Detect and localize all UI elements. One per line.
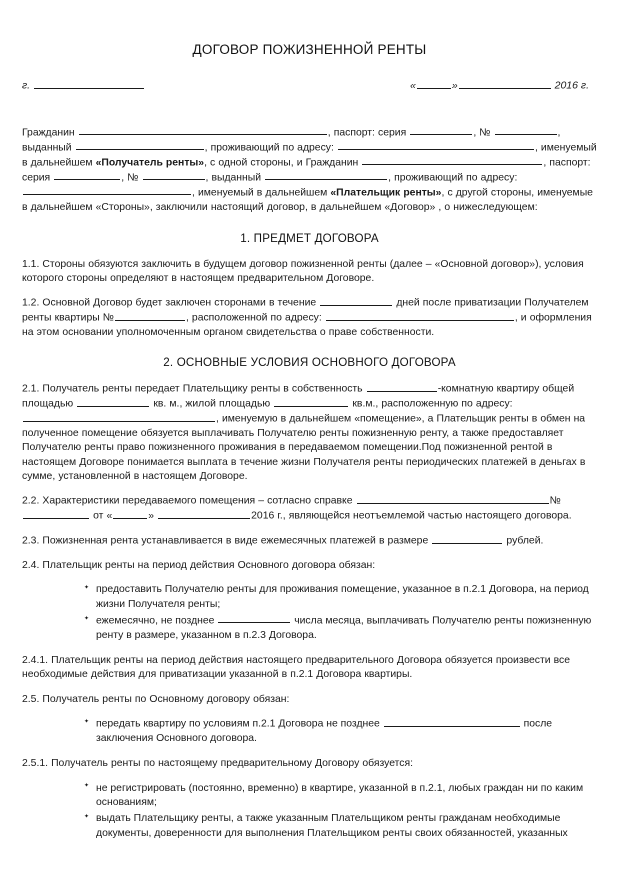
clause-2-1-text-e: , именуемую в дальнейшем «помещение», а Плательщик ренты в обмен на полученное помещение обязуется выплачивать Получателю ренты пожизненную ренту, а также предоставляет Получателю ренты право пожизненного проживания в передаваемом помещении.Под пожизненной рентой в настоящем Договоре понимается выплата в течение жизни Получателя ренты периодических платежей в деньгах в сумме, установленной в настоящем Договоре. (22, 413, 586, 483)
preamble-text-c: , № (473, 127, 494, 139)
party-label-rent-payer: «Плательщик ренты» (330, 187, 442, 199)
date-quote-close: » (451, 79, 458, 92)
list-item: ✦ выдать Плательщику ренты, а также указанным Плательщиком ренты гражданам необходимые документы, доверенности для выполнения Плательщиком ренты своих обязанностей, указанных (84, 812, 597, 842)
list-item (84, 614, 597, 644)
preamble-text-b: , паспорт: серия (327, 127, 410, 139)
preamble-text-a: Гражданин (22, 127, 78, 139)
clause-2-4-bullet-list (22, 583, 597, 644)
clause-2-2-text-e: 2016 г., являющейся неотъемлемой частью настоящего договора. (251, 510, 572, 522)
clause-2-3-amount-blank[interactable] (432, 534, 502, 544)
city-blank[interactable] (34, 79, 144, 89)
clause-1-2-apartment-number-blank[interactable] (115, 311, 185, 321)
city-and-date-row (22, 79, 597, 92)
citizen1-passport-number-blank[interactable] (495, 126, 557, 136)
preamble-text-l: , именуемый в дальнейшем (192, 187, 331, 199)
clause-2-1-address-blank[interactable] (23, 412, 215, 422)
clause-2-5-1: 2.5.1. Получатель ренты по настоящему предварительному Договору обязуется: (22, 758, 414, 770)
date-quote-open: « (410, 79, 416, 92)
clause-1-2-text-c: , расположенной по адресу: (185, 312, 325, 324)
clause-2-4-bullet2-text-b: числа месяца, выплачивать Получателю ренты пожизненную ренту в размере, указанном в п.2.3 Договора. (96, 615, 592, 642)
clause-2-2-certificate-blank[interactable] (357, 494, 549, 504)
party-label-rent-recipient: «Получатель ренты» (95, 157, 205, 169)
year-label: 2016 г. (554, 79, 589, 92)
citizen2-issued-by-blank[interactable] (265, 171, 387, 181)
clause-1-2-address-blank[interactable] (326, 311, 514, 321)
preamble-text-j: , выданный (205, 172, 265, 184)
clause-2-4-payment-day-blank[interactable] (218, 614, 290, 624)
clause-2-1-living-area-blank[interactable] (274, 397, 348, 407)
clause-2-3 (22, 534, 597, 549)
section-2-heading: 2. ОСНОВНЫЕ УСЛОВИЯ ОСНОВНОГО ДОГОВОРА (163, 356, 456, 370)
clause-2-2-month-blank[interactable] (158, 509, 250, 519)
clause-2-5-1-bullet-list (22, 782, 597, 842)
clause-1-2-text-a: 1.2. Основной Договор будет заключен сторонами в течение (22, 297, 320, 309)
clause-2-2-text-d: » (148, 510, 158, 522)
clause-1-2-days-blank[interactable] (320, 296, 392, 306)
clause-2-5: 2.5. Получатель ренты по Основному договору обязан: (22, 693, 290, 705)
month-blank[interactable] (459, 79, 551, 89)
day-blank[interactable] (417, 79, 451, 89)
clause-2-5-bullet1-text-b: после заключения Основного договора. (96, 718, 553, 745)
citizen1-passport-series-blank[interactable] (410, 126, 472, 136)
citizen2-address-blank[interactable] (23, 186, 191, 196)
list-item: ✦ предоставить Получателю ренты для проживания помещение, указанное в п.2.1 Договора, на период жизни Получателя ренты; (84, 583, 597, 613)
clause-2-2-certificate-number-blank[interactable] (23, 509, 89, 519)
clause-2-2 (22, 494, 597, 524)
clause-2-1-text-d: кв.м., расположенную по адресу: (349, 398, 513, 410)
clause-2-5-deadline-blank[interactable] (384, 717, 520, 727)
citizen2-passport-number-blank[interactable] (143, 171, 205, 181)
clause-2-2-day-blank[interactable] (113, 509, 147, 519)
preamble-text-d: , выданный (22, 127, 561, 154)
citizen1-name-blank[interactable] (79, 126, 327, 136)
clause-2-3-text-a: 2.3. Пожизненная рента устанавливается в виде ежемесячных платежей в размере (22, 535, 432, 547)
clause-1-1: 1.1. Стороны обязуются заключить в будущем договор пожизненной ренты (далее – «Основной договор»), условия которого стороны определяют в настоящем предварительном Договоре. (22, 258, 584, 284)
clause-2-1-rooms-blank[interactable] (367, 382, 437, 392)
clause-2-1-text-c: кв. м., жилой площадью (150, 398, 274, 410)
date-field (410, 79, 589, 92)
citizen1-address-blank[interactable] (338, 141, 534, 151)
preamble-text-g: , с одной стороны, и Гражданин (204, 157, 362, 169)
list-item: ✦ не регистрировать (постоянно, временно) в квартире, указанной в п.2.1, любых граждан ни по каким основаниям; (84, 782, 597, 812)
clause-2-5-bullet-list (22, 717, 597, 747)
citizen2-name-blank[interactable] (362, 156, 542, 166)
clause-2-3-text-b: рублей. (503, 535, 544, 547)
city-field (22, 79, 145, 92)
preamble-text-i: , № (121, 172, 142, 184)
preamble-text-k: , проживающий по адресу: (388, 172, 518, 184)
clause-1-2-text-d: , и оформления на этом основании уполномоченным органом свидетельства о праве собственности. (22, 312, 592, 339)
clause-2-1 (22, 382, 597, 484)
preamble-text-f: , именуемый в дальнейшем (22, 142, 597, 169)
clause-2-4-1: 2.4.1. Плательщик ренты на период действия настоящего предварительного Договора обязуется произвести все необходимые действия для приватизации указанной в п.2.1 Договора квартиры. (22, 655, 571, 681)
clause-2-1-total-area-blank[interactable] (77, 397, 149, 407)
preamble-text-e: , проживающий по адресу: (204, 142, 337, 154)
clause-2-2-text-b: № (549, 495, 561, 507)
clause-2-1-text-a: 2.1. Получатель ренты передает Плательщику ренты в собственность (22, 383, 366, 395)
preamble-text-h: , паспорт: серия (22, 157, 591, 184)
clause-1-2 (22, 296, 597, 340)
clause-2-4: 2.4. Плательщик ренты на период действия Основного договора обязан: (22, 560, 376, 572)
citizen2-passport-series-blank[interactable] (54, 171, 120, 181)
list-item (84, 717, 597, 747)
preamble-paragraph (22, 126, 597, 216)
clause-2-1-text-b: -комнатную квартиру общей площадью (22, 383, 575, 410)
section-1-heading: 1. ПРЕДМЕТ ДОГОВОРА (240, 231, 379, 245)
clause-1-2-text-b: дней после приватизации Получателем ренты квартиры № (22, 297, 589, 324)
document-title: ДОГОВОР ПОЖИЗНЕННОЙ РЕНТЫ (192, 42, 427, 57)
clause-2-2-text-c: от « (90, 510, 113, 522)
city-prefix-label: г. (22, 79, 31, 92)
clause-2-5-bullet1-text-a: передать квартиру по условиям п.2.1 Договора не позднее (96, 718, 383, 730)
citizen1-issued-by-blank[interactable] (76, 141, 204, 151)
clause-2-4-bullet2-text-a: ежемесячно, не позднее (96, 615, 218, 627)
preamble-text-m: , с другой стороны, именуемые в дальнейшем «Стороны», заключили настоящий договор, в дальнейшем «Договор» , о нижеследующем: (22, 187, 593, 213)
clause-2-2-text-a: 2.2. Характеристики передаваемого помещения – сотласно справке (22, 495, 356, 507)
